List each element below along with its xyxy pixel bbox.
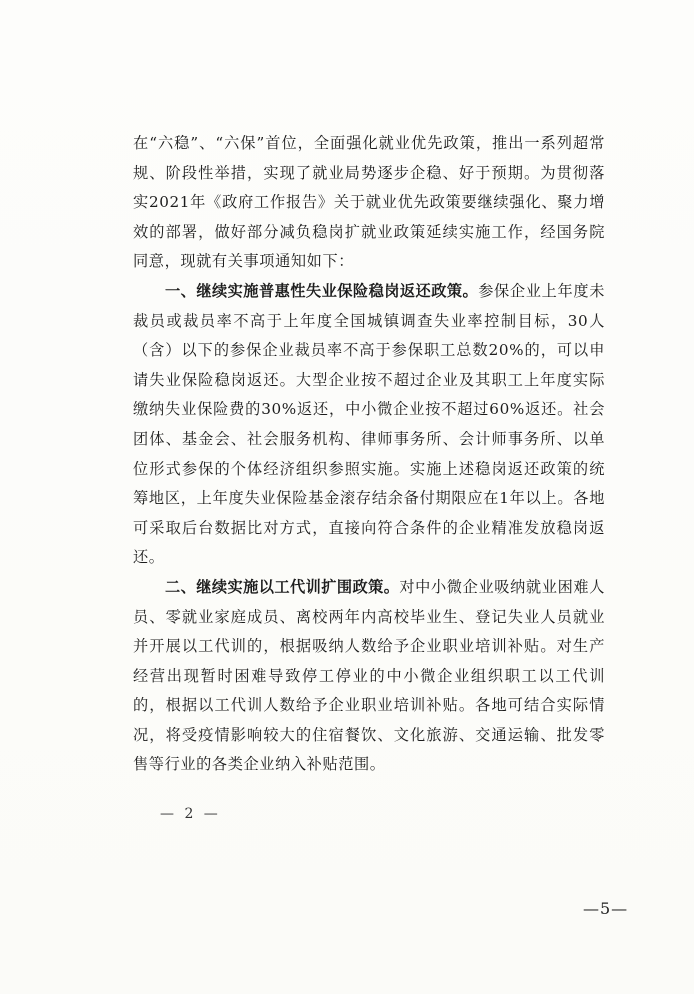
paragraph-text: 对中小微企业吸纳就业困难人员、零就业家庭成员、离校两年内高校毕业生、登记失业人员就业并开展以工代训的，根据吸纳人数给予企业职业培训补贴。对生产经营出现暂时困难导致停工停业的中小微企业组织职工以工代训的，根据以工代训人数给予企业职业培训补贴。各地可结合实际情况，将受疫情影响较大的住宿餐饮、文化旅游、交通运输、批发零售等行业的各类企业纳入补贴范围。 <box>133 577 605 774</box>
outer-page-number: —5— <box>583 899 629 918</box>
document-body <box>133 129 605 780</box>
paragraph-section-2 <box>133 573 605 780</box>
paragraph-text: 参保企业上年度未裁员或裁员率不高于上年度全国城镇调查失业率控制目标，30人（含）以下的参保企业裁员率不高于参保职工总数20%的，可以申请失业保险稳岗返还。大型企业按不超过企业及其职工上年度实际缴纳失业保险费的30%返还，中小微企业按不超过60%返还。社会团体、基金会、社会服务机构、律师事务所、会计师事务所、以单位形式参保的个体经济组织参照实施。实施上述稳岗返还政策的统筹地区，上年度失业保险基金滚存结余备付期限应在1年以上。各地可采取后台数据比对方式，直接向符合条件的企业精准发放稳岗返还。 <box>133 281 605 567</box>
inner-page-number: — 2 — <box>160 806 221 822</box>
section-heading-2: 二、继续实施以工代训扩围政策。 <box>165 577 400 596</box>
paragraph-section-1 <box>133 277 605 573</box>
paragraph-text: 在“六稳”、“六保”首位，全面强化就业优先政策，推出一系列超常规、阶段性举措，实现了就业局势逐步企稳、好于预期。为贯彻落实2021年《政府工作报告》关于就业优先政策要继续强化、聚力增效的部署，做好部分减负稳岗扩就业政策延续实施工作，经国务院同意，现就有关事项通知如下： <box>133 134 605 271</box>
paragraph-intro <box>133 129 605 277</box>
section-heading-1: 一、继续实施普惠性失业保险稳岗返还政策。 <box>165 281 479 300</box>
